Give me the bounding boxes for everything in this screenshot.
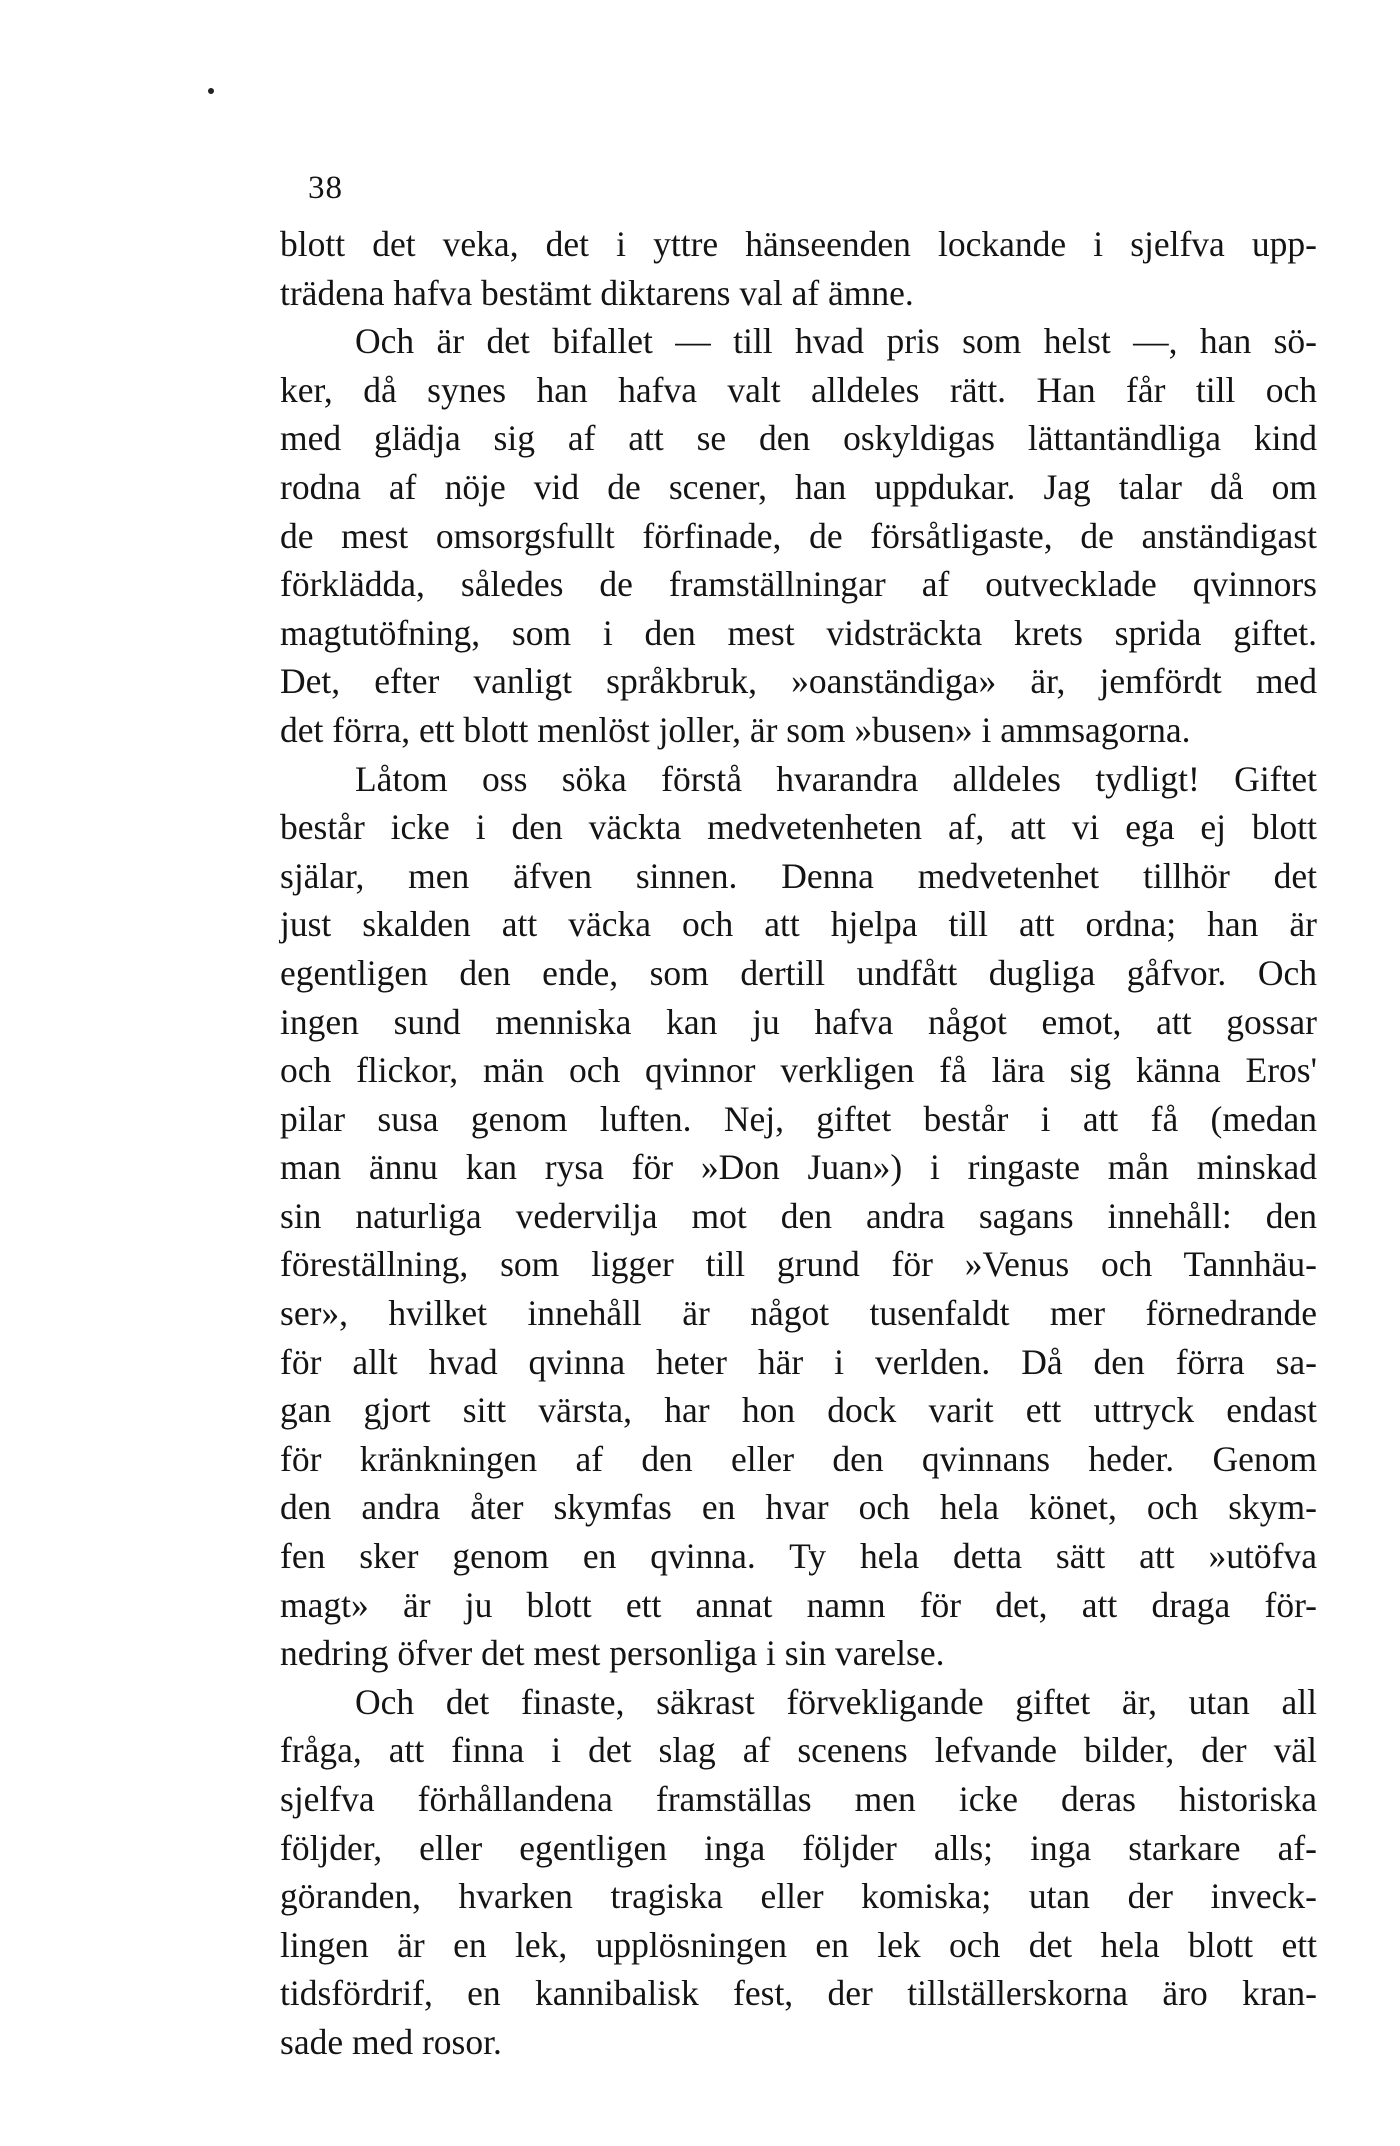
text-line: magtutöfning, som i den mest vidsträckta krets sprida giftet. — [280, 612, 1317, 653]
text-line: ser», hvilket innehåll är något tusenfaldt mer förnedrande — [280, 1293, 1317, 1334]
text-line: göranden, hvarken tragiska eller komiska; utan der inveck- — [280, 1876, 1317, 1917]
text-line: och flickor, män och qvinnor verkligen få lära sig känna Eros' — [280, 1050, 1317, 1091]
text-line: för allt hvad qvinna heter här i verlden. Då den förra sa- — [280, 1341, 1317, 1382]
text-line: nedring öfver det mest personliga i sin varelse. — [280, 1633, 945, 1674]
text-line: förklädda, således de framställningar af outvecklade qvinnors — [280, 564, 1317, 605]
text-line: följder, eller egentligen inga följder alls; inga starkare af- — [280, 1827, 1317, 1868]
text-line: det förra, ett blott menlöst joller, är som »busen» i ammsagorna. — [280, 709, 1191, 750]
page-number: 38 — [308, 170, 343, 206]
text-line: den andra åter skymfas en hvar och hela könet, och skym- — [280, 1487, 1317, 1528]
text-line: själar, men äfven sinnen. Denna medvetenhet tillhör det — [280, 855, 1317, 896]
text-line: med glädja sig af att se den oskyldigas lättantändliga kind — [280, 418, 1317, 459]
text-line: består icke i den väckta medvetenheten af, att vi ega ej blott — [280, 807, 1317, 848]
text-line: fråga, att finna i det slag af scenens lefvande bilder, der väl — [280, 1730, 1317, 1771]
text-line: lingen är en lek, upplösningen en lek och det hela blott ett — [280, 1924, 1317, 1965]
text-line: Och det finaste, säkrast förvekligande giftet är, utan all — [355, 1681, 1317, 1722]
text-line: ingen sund menniska kan ju hafva något emot, att gossar — [280, 1001, 1317, 1042]
text-line: gan gjort sitt värsta, har hon dock varit ett uttryck endast — [280, 1390, 1317, 1431]
text-line: Och är det bifallet — till hvad pris som helst —, han sö- — [355, 321, 1317, 362]
text-line: föreställning, som ligger till grund för »Venus och Tannhäu- — [280, 1244, 1317, 1285]
text-line: Låtom oss söka förstå hvarandra alldeles tydligt! Giftet — [355, 758, 1317, 799]
text-line: egentligen den ende, som dertill undfått dugliga gåfvor. Och — [280, 952, 1317, 993]
print-speck — [208, 88, 214, 94]
text-line: rodna af nöje vid de scener, han uppdukar. Jag talar då om — [280, 466, 1317, 507]
text-line: fen sker genom en qvinna. Ty hela detta sätt att »utöfva — [280, 1536, 1317, 1577]
text-line: tidsfördrif, en kannibalisk fest, der tillställerskorna äro kran- — [280, 1973, 1317, 2014]
text-line: ker, då synes han hafva valt alldeles rätt. Han får till och — [280, 369, 1317, 410]
text-line: sade med rosor. — [280, 2021, 502, 2062]
text-line: sin naturliga vedervilja mot den andra sagans innehåll: den — [280, 1195, 1317, 1236]
text-line: för kränkningen af den eller den qvinnans heder. Genom — [280, 1438, 1317, 1479]
text-line: blott det veka, det i yttre hänseenden lockande i sjelfva upp- — [280, 224, 1317, 264]
text-line: pilar susa genom luften. Nej, giftet består i att få (medan — [280, 1098, 1317, 1139]
text-line: Det, efter vanligt språkbruk, »oanständiga» är, jemfördt med — [280, 661, 1317, 702]
text-line: magt» är ju blott ett annat namn för det, att draga för- — [280, 1584, 1317, 1625]
text-line: de mest omsorgsfullt förfinade, de försåtligaste, de anständigast — [280, 515, 1317, 556]
text-line: just skalden att väcka och att hjelpa till att ordna; han är — [280, 904, 1317, 945]
text-line: sjelfva förhållandena framställas men icke deras historiska — [280, 1779, 1317, 1819]
text-line: trädena hafva bestämt diktarens val af ämne. — [280, 272, 914, 313]
text-line: man ännu kan rysa för »Don Juan») i ringaste mån minskad — [280, 1147, 1317, 1188]
body-text — [280, 220, 1317, 2067]
